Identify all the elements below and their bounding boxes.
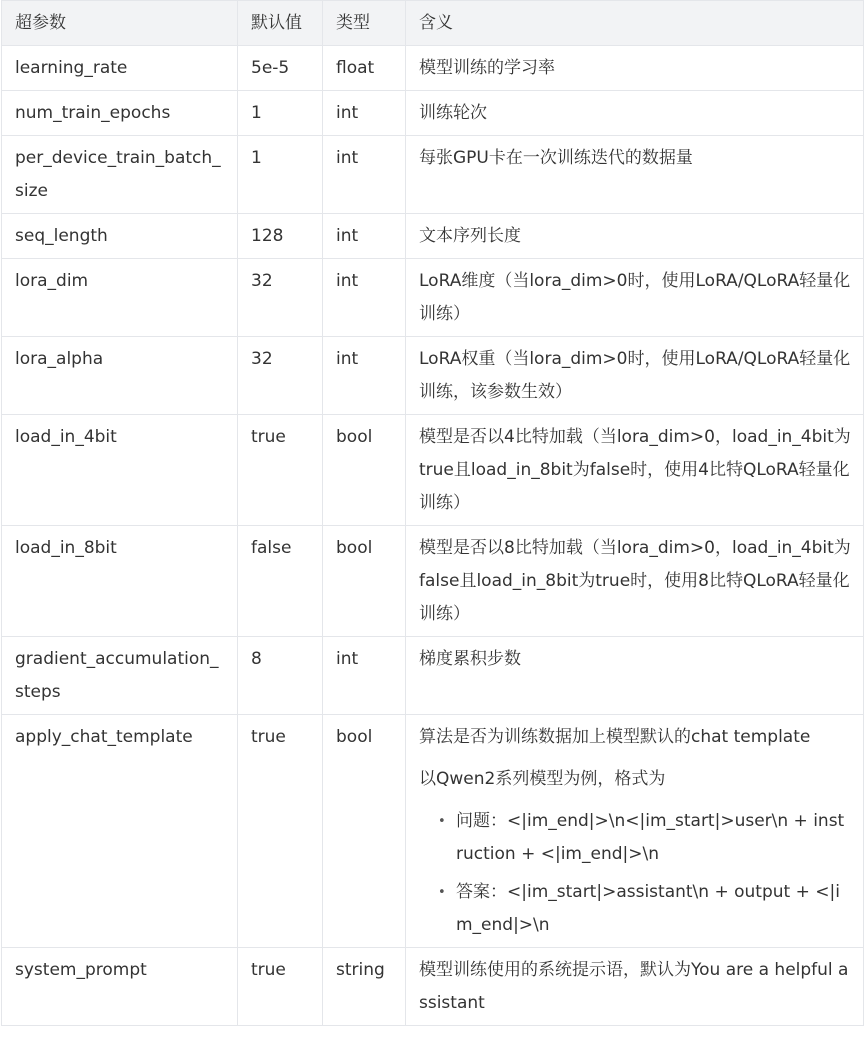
type-cell: int [323, 214, 406, 259]
param-cell: load_in_8bit [2, 526, 238, 637]
type-cell: int [323, 637, 406, 715]
param-cell: lora_dim [2, 259, 238, 337]
hyperparameter-table [1, 0, 864, 1026]
meaning-text: 算法是否为训练数据加上模型默认的chat template [419, 727, 811, 747]
meaning-cell: 每张GPU卡在一次训练迭代的数据量 [406, 136, 864, 214]
meaning-example-intro: 以Qwen2系列模型为例，格式为 [419, 769, 666, 789]
format-list [419, 805, 851, 942]
meaning-cell: 模型训练的学习率 [406, 46, 864, 91]
table-row [2, 136, 864, 214]
table-row [2, 526, 864, 637]
meaning-cell: 模型训练使用的系统提示语，默认为You are a helpful assistant [406, 948, 864, 1026]
format-item-question: • 问题：<|im_end|>\n<|im_start|>user\n + instruction + <|im_end|>\n [438, 805, 851, 871]
table-row [2, 715, 864, 948]
table-header-row [2, 1, 864, 46]
meaning-cell: LoRA权重（当lora_dim>0时，使用LoRA/QLoRA轻量化训练，该参数生效） [406, 337, 864, 415]
default-cell: 8 [238, 637, 323, 715]
meaning-cell: 梯度累积步数 [406, 637, 864, 715]
table-row [2, 214, 864, 259]
table-row [2, 91, 864, 136]
meaning-cell: 文本序列长度 [406, 214, 864, 259]
default-cell: 128 [238, 214, 323, 259]
param-cell: apply_chat_template [2, 715, 238, 948]
param-cell: per_device_train_batch_size [2, 136, 238, 214]
param-cell: seq_length [2, 214, 238, 259]
default-cell: true [238, 948, 323, 1026]
param-cell: gradient_accumulation_steps [2, 637, 238, 715]
type-cell: int [323, 337, 406, 415]
type-cell: bool [323, 526, 406, 637]
meaning-cell [406, 715, 864, 948]
meaning-cell: LoRA维度（当lora_dim>0时，使用LoRA/QLoRA轻量化训练） [406, 259, 864, 337]
type-cell: int [323, 259, 406, 337]
table-row [2, 46, 864, 91]
default-cell: true [238, 415, 323, 526]
type-cell: int [323, 91, 406, 136]
table-row [2, 948, 864, 1026]
type-cell: int [323, 136, 406, 214]
param-cell: learning_rate [2, 46, 238, 91]
default-cell: 1 [238, 136, 323, 214]
param-cell: load_in_4bit [2, 415, 238, 526]
header-type: 类型 [323, 1, 406, 46]
default-cell: 1 [238, 91, 323, 136]
default-cell: 32 [238, 259, 323, 337]
table-row [2, 415, 864, 526]
header-param: 超参数 [2, 1, 238, 46]
type-cell: bool [323, 415, 406, 526]
meaning-cell: 模型是否以4比特加载（当lora_dim>0，load_in_4bit为true且load_in_8bit为false时，使用4比特QLoRA轻量化训练） [406, 415, 864, 526]
meaning-cell: 训练轮次 [406, 91, 864, 136]
format-item-answer: • 答案：<|im_start|>assistant\n + output + <|im_end|>\n [438, 876, 851, 942]
param-cell: system_prompt [2, 948, 238, 1026]
default-cell: false [238, 526, 323, 637]
param-cell: num_train_epochs [2, 91, 238, 136]
type-cell: bool [323, 715, 406, 948]
header-default: 默认值 [238, 1, 323, 46]
table-row [2, 637, 864, 715]
default-cell: true [238, 715, 323, 948]
table-row [2, 259, 864, 337]
type-cell: string [323, 948, 406, 1026]
meaning-cell: 模型是否以8比特加载（当lora_dim>0，load_in_4bit为false且load_in_8bit为true时，使用8比特QLoRA轻量化训练） [406, 526, 864, 637]
header-meaning: 含义 [406, 1, 864, 46]
param-cell: lora_alpha [2, 337, 238, 415]
table-row [2, 337, 864, 415]
default-cell: 5e-5 [238, 46, 323, 91]
default-cell: 32 [238, 337, 323, 415]
type-cell: float [323, 46, 406, 91]
